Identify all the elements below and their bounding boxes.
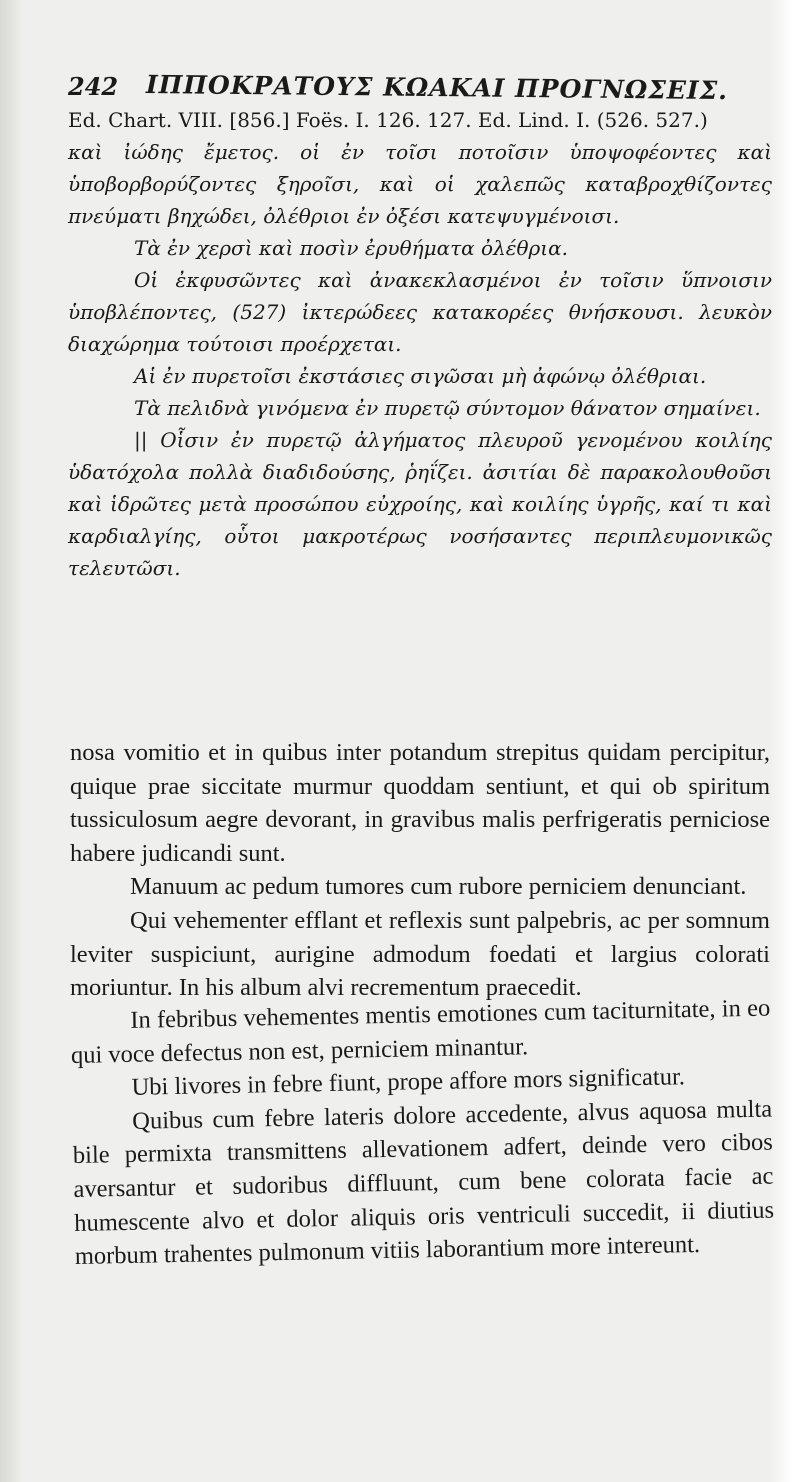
running-head: ΙΠΠΟΚΡΑΤΟΥΣ ΚΩΑΚΑΙ ΠΡΟΓΝΩΣΕΙΣ. — [145, 70, 729, 106]
greek-paragraph — [68, 104, 772, 232]
greek-paragraph: Τὰ ἐν χερσὶ καὶ ποσὶν ἐρυθήματα ὀλέθρια. — [134, 236, 568, 260]
latin-paragraph: Ubi livores in febre fiunt, prope affore mors significatur. — [131, 1063, 686, 1101]
greek-paragraph: Οἱ ἐκφυσῶντες καὶ ἀνακεκλασμένοι ἐν τοῖσιν ὕπνοισιν ὑποβλέποντες, (527) ἰκτερώδεες κατακορέες θνήσκουσι. λευκὸν διαχώρημα τούτοισι προέρχεται. — [68, 268, 772, 356]
edition-reference: Ed. Chart. VIII. [856.] Foës. I. 126. 127. Ed. Lind. I. (526. 527.) — [68, 108, 708, 132]
latin-paragraph: Qui vehementer efflant et reflexis sunt palpebris, ac per somnum leviter suspiciunt, aurigine admodum foedati et largius colorati moriuntur. In his album alvi recrementum praecedit. — [70, 906, 770, 1002]
latin-paragraph: In febribus vehementes mentis emotiones cum taciturnitate, in eo qui voce defectus non est, perniciem minantur. — [70, 994, 771, 1069]
latin-paragraph: nosa vomitio et in quibus inter potandum strepitus quidam percipitur, quique prae siccitate murmur quoddam sentiunt, et qui ob spiritum tussiculosum aegre devorant, in gravibus malis perfrigeratis perniciose habere judicandi sunt. — [70, 739, 770, 867]
latin-paragraph: Manuum ac pedum tumores cum rubore perniciem denunciant. — [130, 873, 747, 901]
latin-text-block — [70, 736, 775, 1274]
greek-paragraph: Αἱ ἐν πυρετοῖσι ἐκστάσιες σιγῶσαι μὴ ἀφώνῳ ὀλέθριαι. — [134, 364, 707, 388]
greek-text-block — [68, 104, 772, 584]
greek-paragraph: Τὰ πελιδνὰ γινόμενα ἐν πυρετῷ σύντομον θάνατον σημαίνει. — [134, 396, 761, 420]
greek-text: καὶ ἰώδης ἔμετος. οἱ ἐν τοῖσι ποτοῖσιν ὑποψοφέοντες καὶ ὑποβορβορύζοντες ξηροῖσι, καὶ οἱ χαλεπῶς καταβροχθίζοντες πνεύματι βηχώδει, ὀλέθριοι ἐν ὀξέσι κατεψυγμένοισι. — [68, 140, 772, 228]
latin-paragraph: Quibus cum febre lateris dolore accedente, alvus aquosa multa bile permixta transmittens allevationem adfert, deinde vero cibos aversantur et sudoribus diffluunt, cum bene colorata facie ac humescente alvo et dolor aliquis oris ventriculi succedit, ii diutius morbum trahentes pulmonum vitiis laborantium more intereunt. — [72, 1095, 775, 1270]
latin-lower-block — [70, 991, 775, 1273]
greek-paragraph: || Οἷσιν ἐν πυρετῷ ἀλγήματος πλευροῦ γενομένου κοιλίης ὑδατόχολα πολλὰ διαδιδούσης, ῥηΐζει. ἀσιτίαι δὲ παρακολουθοῦσι καὶ ἱδρῶτες μετὰ προσώπου εὐχροίης, καὶ κοιλίης ὑγρῆς, καί τι καὶ καρδιαλγίης, οὗτοι μακροτέρως νοσήσαντες περιπλευμονικῶς τελευτῶσι. — [68, 428, 772, 580]
page-header — [68, 66, 768, 106]
page-gutter-shadow — [0, 0, 24, 1482]
page-number: 242 — [68, 72, 119, 101]
